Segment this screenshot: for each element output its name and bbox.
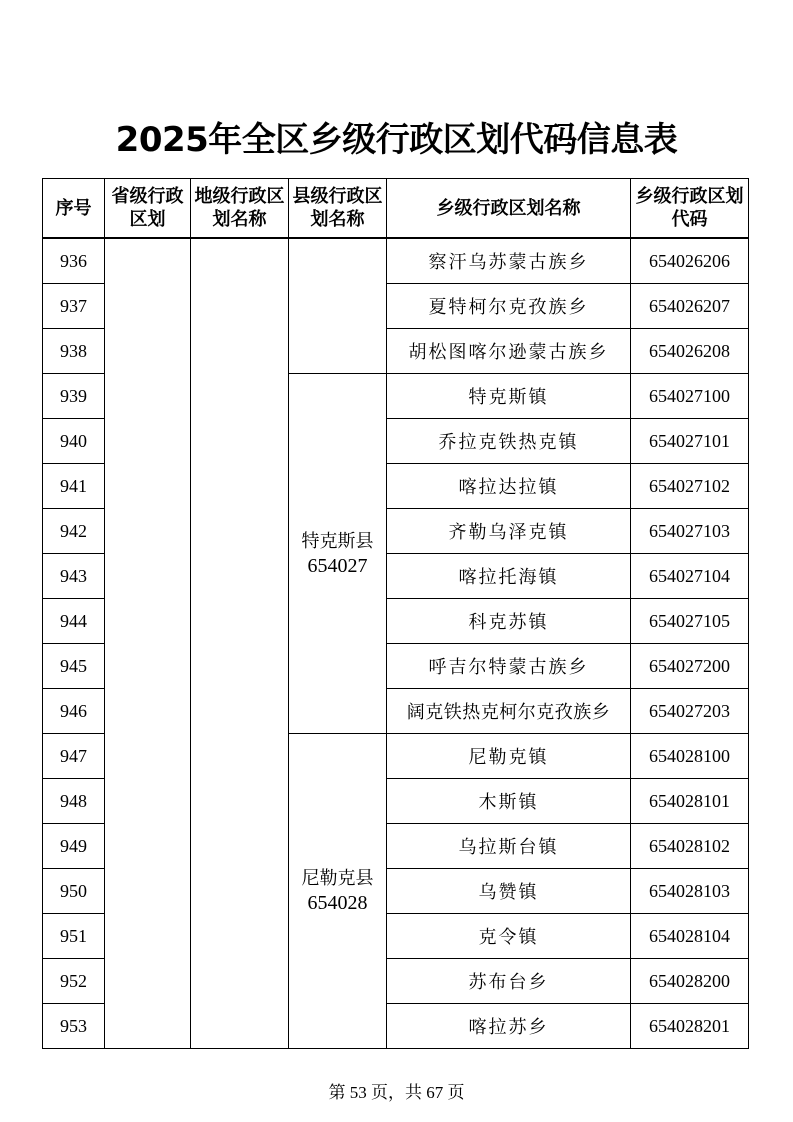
township-name: 特克斯镇 [387, 374, 631, 419]
row-seq: 942 [43, 509, 105, 554]
province-cell [105, 238, 191, 1049]
row-seq: 947 [43, 734, 105, 779]
township-name: 科克苏镇 [387, 599, 631, 644]
row-seq: 939 [43, 374, 105, 419]
row-seq: 937 [43, 284, 105, 329]
township-code: 654027101 [631, 419, 749, 464]
county-cell-nilka [289, 734, 387, 1049]
header-seq: 序号 [43, 179, 105, 239]
township-code: 654028101 [631, 779, 749, 824]
township-name: 克令镇 [387, 914, 631, 959]
township-name: 乔拉克铁热克镇 [387, 419, 631, 464]
header-township: 乡级行政区划名称 [387, 179, 631, 239]
township-name: 尼勒克镇 [387, 734, 631, 779]
township-name: 木斯镇 [387, 779, 631, 824]
township-name: 乌赞镇 [387, 869, 631, 914]
row-seq: 944 [43, 599, 105, 644]
township-name: 苏布台乡 [387, 959, 631, 1004]
township-code-table [42, 178, 749, 1049]
row-seq: 949 [43, 824, 105, 869]
county-name: 特克斯县 [301, 530, 374, 552]
header-province: 省级行政区划 [105, 179, 191, 239]
township-code: 654027200 [631, 644, 749, 689]
township-code: 654027100 [631, 374, 749, 419]
table-header-row [43, 179, 749, 239]
township-code: 654027103 [631, 509, 749, 554]
township-code: 654027104 [631, 554, 749, 599]
row-seq: 943 [43, 554, 105, 599]
header-prefecture: 地级行政区划名称 [191, 179, 289, 239]
township-name: 齐勒乌泽克镇 [387, 509, 631, 554]
township-code: 654027102 [631, 464, 749, 509]
township-code: 654028104 [631, 914, 749, 959]
header-code: 乡级行政区划代码 [631, 179, 749, 239]
township-code: 654028102 [631, 824, 749, 869]
township-name: 喀拉达拉镇 [387, 464, 631, 509]
row-seq: 950 [43, 869, 105, 914]
page-title: 2025年全区乡级行政区划代码信息表 [115, 120, 678, 160]
township-name: 喀拉苏乡 [387, 1004, 631, 1049]
township-code: 654028200 [631, 959, 749, 1004]
row-seq: 940 [43, 419, 105, 464]
row-seq: 948 [43, 779, 105, 824]
township-code: 654027105 [631, 599, 749, 644]
township-code: 654027203 [631, 689, 749, 734]
row-seq: 953 [43, 1004, 105, 1049]
row-seq: 936 [43, 238, 105, 284]
county-cell-tekes [289, 374, 387, 734]
township-code: 654028201 [631, 1004, 749, 1049]
township-code: 654026207 [631, 284, 749, 329]
township-name: 喀拉托海镇 [387, 554, 631, 599]
row-seq: 952 [43, 959, 105, 1004]
township-name: 察汗乌苏蒙古族乡 [387, 238, 631, 284]
county-code: 654028 [307, 892, 368, 914]
township-name: 呼吉尔特蒙古族乡 [387, 644, 631, 689]
row-seq: 946 [43, 689, 105, 734]
county-name: 尼勒克县 [301, 868, 374, 889]
page-footer: 第 53 页，共 67 页 [328, 1083, 465, 1102]
township-name: 阔克铁热克柯尔克孜族乡 [387, 689, 631, 734]
row-seq: 938 [43, 329, 105, 374]
township-code: 654026208 [631, 329, 749, 374]
township-name: 夏特柯尔克孜族乡 [387, 284, 631, 329]
row-seq: 941 [43, 464, 105, 509]
township-code: 654028100 [631, 734, 749, 779]
prefecture-cell [191, 238, 289, 1049]
county-cell-continued [289, 238, 387, 374]
header-county: 县级行政区划名称 [289, 179, 387, 239]
row-seq: 951 [43, 914, 105, 959]
table-row [43, 238, 749, 284]
township-name: 胡松图喀尔逊蒙古族乡 [387, 329, 631, 374]
row-seq: 945 [43, 644, 105, 689]
county-code: 654027 [307, 554, 368, 577]
township-code: 654028103 [631, 869, 749, 914]
township-name: 乌拉斯台镇 [387, 824, 631, 869]
township-code: 654026206 [631, 238, 749, 284]
